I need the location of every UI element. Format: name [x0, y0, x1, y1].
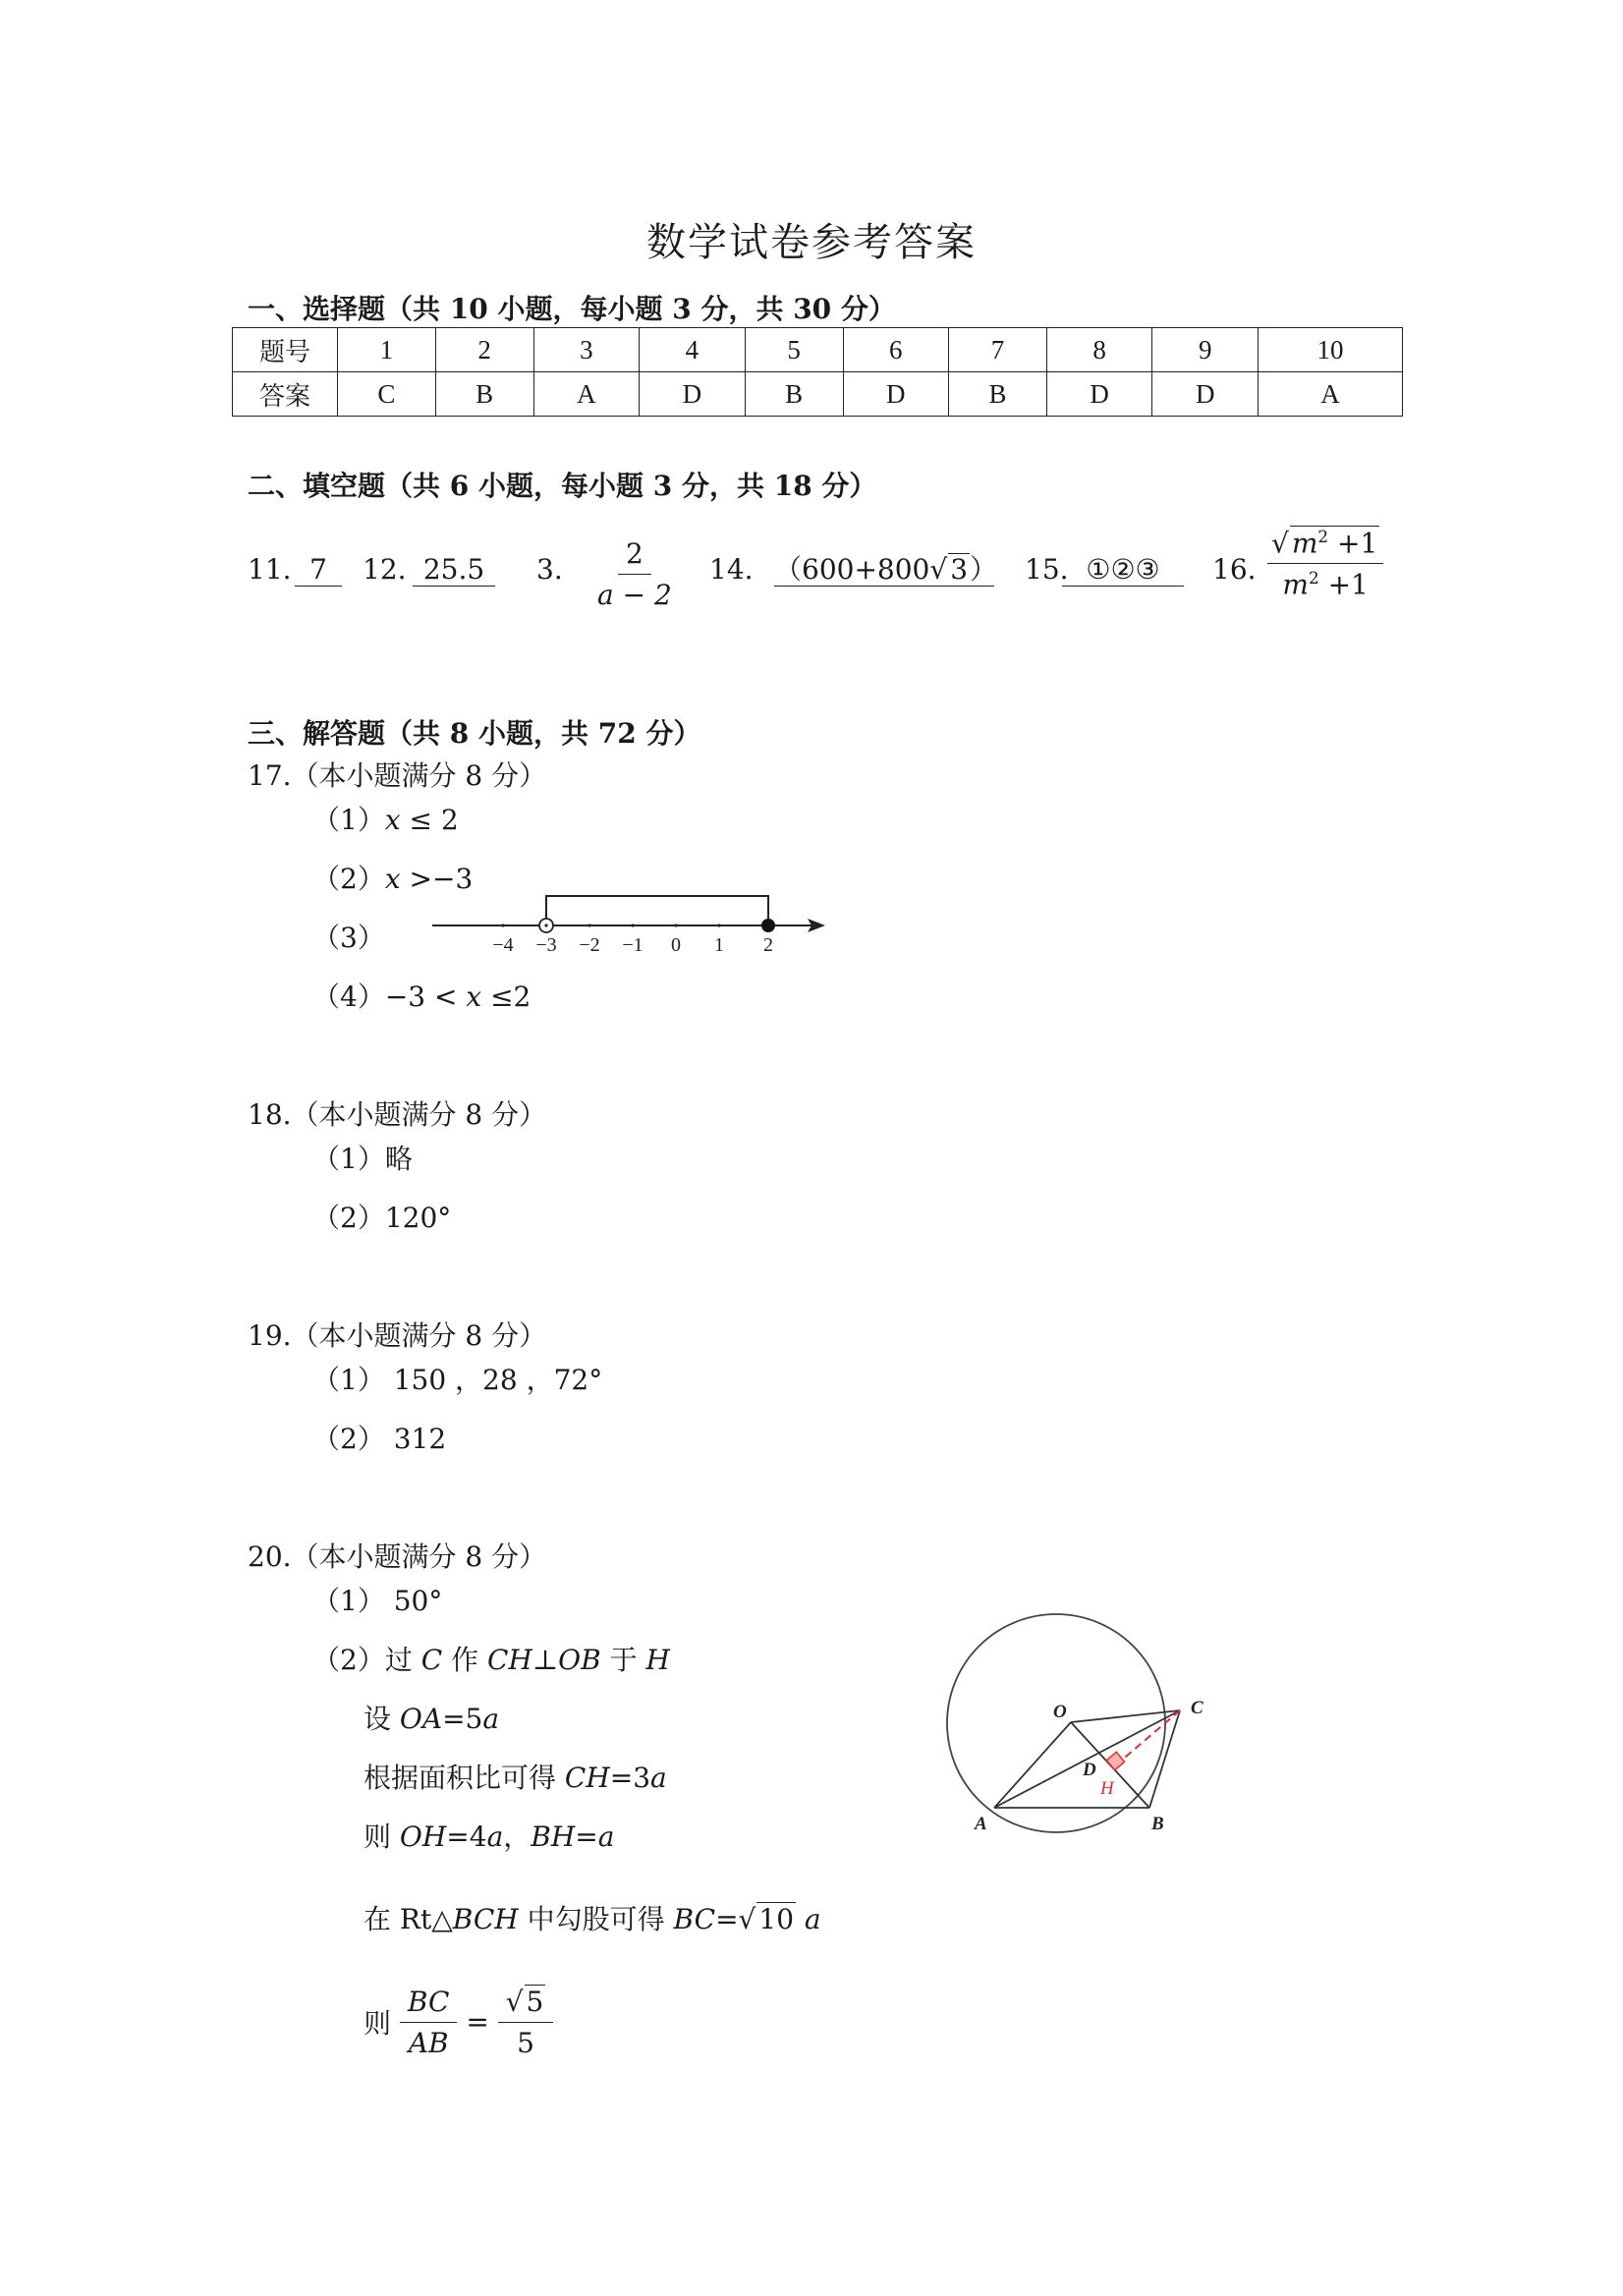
table-cell: C: [338, 372, 436, 417]
q20-part2: （2）过 C 作 CH⊥OB 于 H: [312, 1644, 670, 1676]
table-cell: B: [435, 372, 533, 417]
table-cell: D: [1152, 372, 1259, 417]
table-row-label: 答案: [233, 372, 338, 417]
tick-mark: [717, 924, 720, 926]
tick-label: 2: [763, 934, 773, 956]
point-label-A: A: [975, 1814, 987, 1834]
right-angle-marker: [1106, 1752, 1124, 1769]
table-row-label: 题号: [233, 328, 338, 372]
circle-geometry-diagram: [943, 1611, 1228, 1847]
tick-mark: [544, 924, 547, 926]
q14-prefix: （600+800: [774, 553, 930, 586]
q15-label: 15.: [1025, 553, 1069, 586]
segment-OC: [1071, 1710, 1180, 1722]
tick-label: −4: [492, 934, 514, 956]
q16-num-tail: +1: [1328, 527, 1378, 560]
closed-circle-marker: [761, 919, 775, 932]
table-cell: D: [1046, 372, 1152, 417]
table-cell: A: [1259, 372, 1403, 417]
q19-part2: （2） 312: [312, 1423, 447, 1455]
q18-part1: （1）略: [312, 1143, 413, 1175]
q15-answer: ①②③: [1062, 554, 1184, 587]
table-cell: A: [533, 372, 640, 417]
table-cell: 4: [640, 328, 746, 372]
q16-den-var: m: [1282, 568, 1309, 601]
section-3-heading: 三、解答题（共 8 小题，共 72 分）: [248, 717, 701, 750]
q13-label: 3.: [536, 553, 563, 586]
q12-label: 12.: [363, 553, 407, 586]
q11-answer: 7: [295, 554, 342, 587]
table-cell: 6: [843, 328, 949, 372]
table-cell: 2: [435, 328, 533, 372]
q12-answer: 25.5: [413, 554, 495, 587]
section-2-heading: 二、填空题（共 6 小题，每小题 3 分，共 18 分）: [248, 470, 877, 502]
table-cell: 3: [533, 328, 640, 372]
table-row: [233, 372, 1403, 417]
q16-den-tail: +1: [1318, 568, 1369, 601]
q17-heading: 17.（本小题满分 8 分）: [248, 759, 547, 792]
q20-line1: 设 OA=5a: [364, 1703, 500, 1735]
table-cell: 10: [1259, 328, 1403, 372]
table-cell: 8: [1046, 328, 1152, 372]
solution-bracket: [546, 896, 768, 921]
q20-line4: 在 Rt△BCH 中勾股可得 BC=√ 10 a: [364, 1903, 821, 1935]
q16-num-var: m: [1291, 527, 1318, 560]
table-row: [233, 328, 1403, 372]
q14-suffix: ）: [970, 553, 998, 586]
q17-part4: （4）−3 < x ≤2: [312, 980, 532, 1013]
q17-part1: （1）x ≤ 2: [312, 804, 459, 836]
q16-den-exp: 2: [1308, 568, 1319, 588]
tick-mark: [631, 924, 634, 926]
q18-part2: （2）120°: [312, 1202, 452, 1234]
q16-fraction: $\frac{√ m^2 +1}{m^2 +1}$: [1267, 526, 1383, 601]
q13-numerator: 2: [618, 537, 651, 575]
tick-mark: [674, 924, 677, 926]
q20-line2: 根据面积比可得 CH=3a: [364, 1762, 667, 1794]
number-line-diagram: [422, 884, 835, 963]
q16-num-exp: 2: [1317, 527, 1329, 546]
q13-denominator: a − 2: [597, 579, 672, 611]
q11-label: 11.: [248, 553, 292, 586]
point-label-B: B: [1151, 1814, 1164, 1834]
table-cell: 5: [745, 328, 843, 372]
q20-part1: （1） 50°: [312, 1585, 443, 1617]
q20-line3: 则 OH=4a，BH=a: [364, 1820, 615, 1853]
q17-part2: （2）x >−3: [312, 863, 474, 895]
section-1-heading: 一、选择题（共 10 小题，每小题 3 分，共 30 分）: [248, 293, 896, 325]
q13-fraction: [589, 537, 680, 611]
table-cell: 9: [1152, 328, 1259, 372]
segment-CH-dashed: [1113, 1710, 1180, 1767]
table-cell: B: [745, 372, 843, 417]
segment-AO: [994, 1722, 1071, 1808]
tick-mark: [501, 924, 504, 926]
tick-mark: [588, 924, 590, 926]
page-title: 数学试卷参考答案: [646, 220, 977, 265]
point-label-D: D: [1083, 1760, 1096, 1780]
q17-part3-label: （3）: [312, 922, 385, 954]
tick-label: 1: [714, 934, 724, 956]
table-cell: D: [843, 372, 949, 417]
q14-radicand: 3: [950, 553, 969, 586]
tick-label: −2: [579, 934, 600, 956]
q19-part1: （1） 150 ，28 ，72°: [312, 1364, 603, 1396]
answer-table: [232, 327, 1403, 417]
table-cell: D: [640, 372, 746, 417]
q20-heading: 20.（本小题满分 8 分）: [248, 1540, 547, 1573]
point-label-H: H: [1100, 1778, 1114, 1799]
q18-heading: 18.（本小题满分 8 分）: [248, 1098, 547, 1131]
circle-outline: [947, 1614, 1165, 1832]
table-cell: 7: [949, 328, 1047, 372]
tick-label: 0: [671, 934, 681, 956]
q19-heading: 19.（本小题满分 8 分）: [248, 1319, 547, 1352]
tick-label: −3: [535, 934, 557, 956]
q14-answer: （600+800√ 3）: [774, 553, 998, 586]
table-cell: B: [949, 372, 1047, 417]
table-cell: 1: [338, 328, 436, 372]
tick-label: −1: [622, 934, 644, 956]
q16-label: 16.: [1212, 553, 1257, 586]
point-label-O: O: [1053, 1702, 1067, 1722]
q14-label: 14.: [709, 553, 754, 586]
point-label-C: C: [1191, 1698, 1203, 1718]
q20-line5: 则 $\frac{BC}{AB}$ = $\frac{√ 5}{5}$: [364, 1985, 553, 2059]
